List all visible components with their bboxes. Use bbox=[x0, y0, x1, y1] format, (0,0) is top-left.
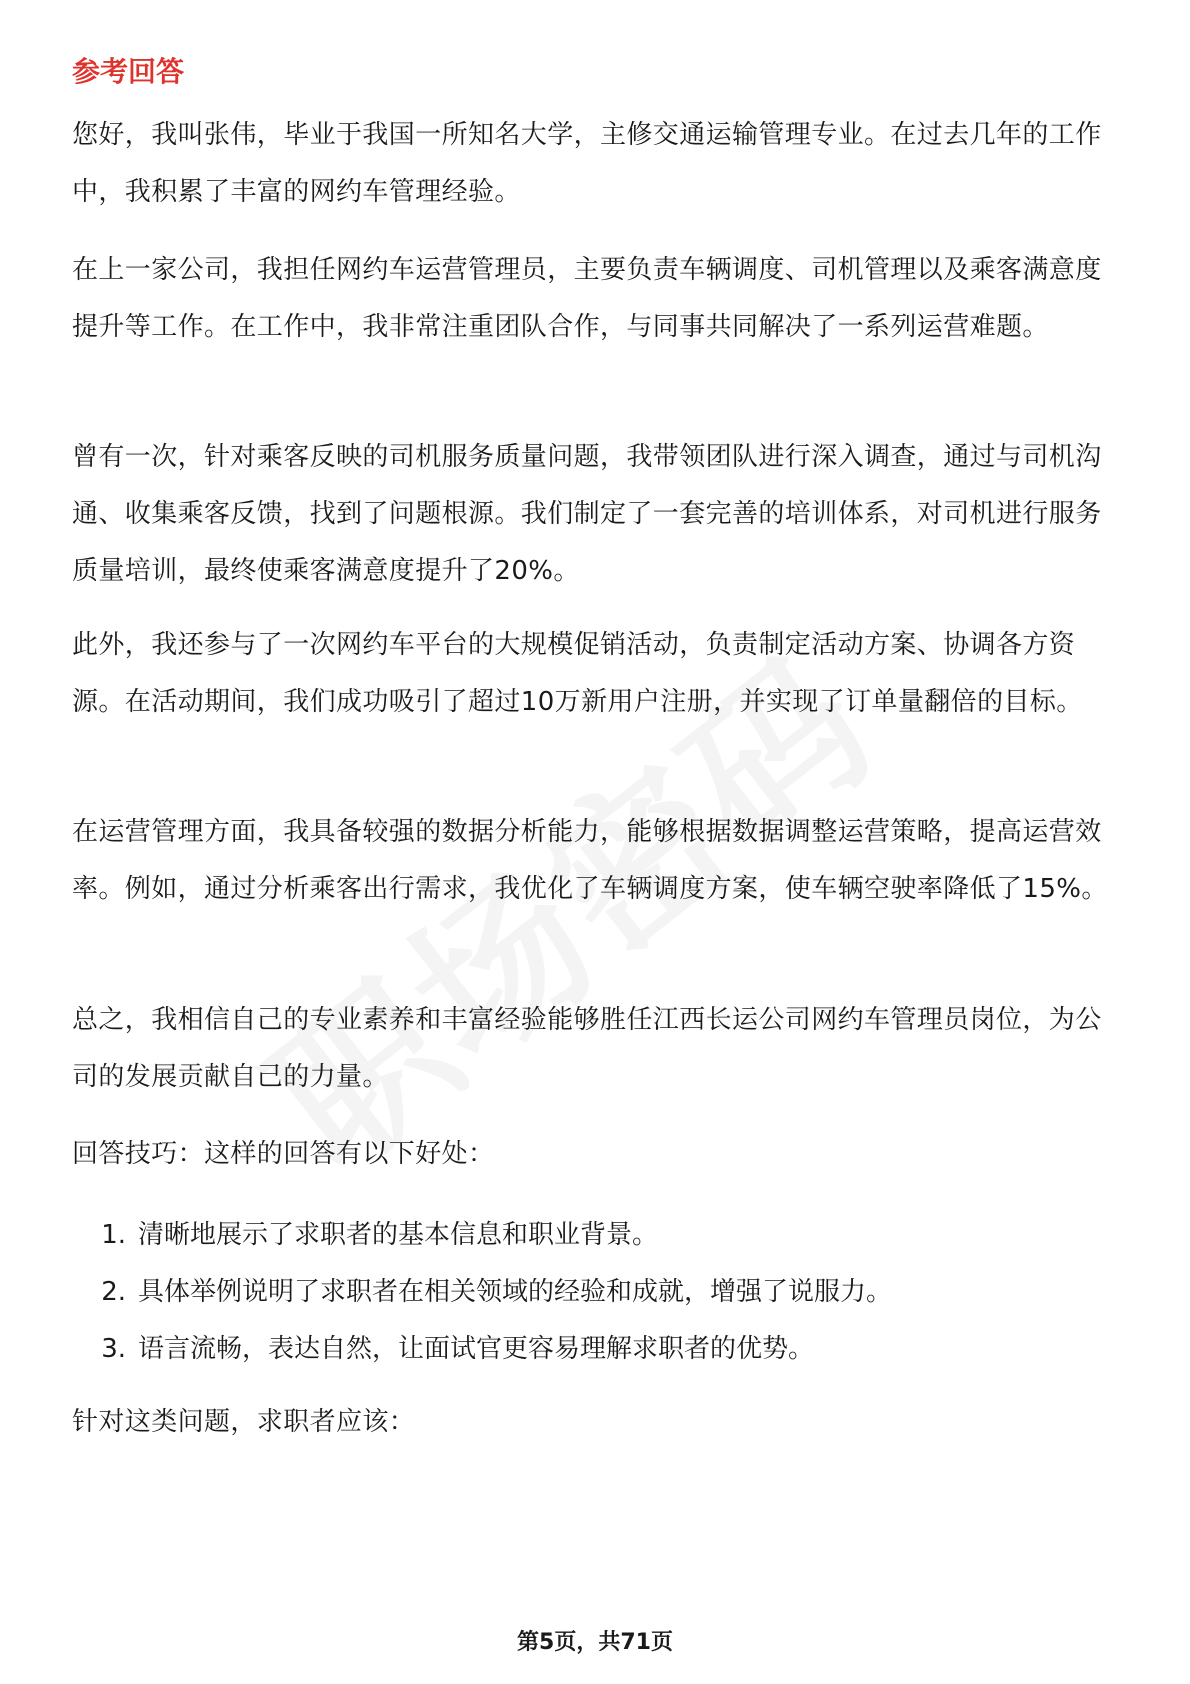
tips-list bbox=[72, 1207, 1124, 1378]
list-item-text: 清晰地展示了求职者的基本信息和职业背景。 bbox=[138, 1220, 659, 1250]
paragraph-data-analysis: 在运营管理方面，我具备较强的数据分析能力，能够根据数据调整运营策略，提高运营效率。例如，通过分析乘客出行需求，我优化了车辆调度方案，使车辆空驶率降低了15%。 bbox=[72, 817, 1108, 904]
list-item-number: 1. bbox=[101, 1220, 126, 1250]
list-item-number: 2. bbox=[101, 1277, 126, 1307]
section-heading: 参考回答 bbox=[72, 55, 185, 88]
list-item-number: 3. bbox=[101, 1334, 126, 1364]
list-item bbox=[72, 1321, 1124, 1378]
list-item bbox=[72, 1264, 1124, 1321]
list-item-text: 语言流畅，表达自然，让面试官更容易理解求职者的优势。 bbox=[138, 1334, 815, 1364]
paragraph-intro: 您好，我叫张伟，毕业于我国一所知名大学，主修交通运输管理专业。在过去几年的工作中，我积累了丰富的网约车管理经验。 bbox=[72, 120, 1102, 207]
list-item-text: 具体举例说明了求职者在相关领域的经验和成就，增强了说服力。 bbox=[138, 1277, 893, 1307]
paragraph-service-quality: 曾有一次，针对乘客反映的司机服务质量问题，我带领团队进行深入调查，通过与司机沟通、收集乘客反馈，找到了问题根源。我们制定了一套完善的培训体系，对司机进行服务质量培训，最终使乘客满意度提升了20%。 bbox=[72, 442, 1102, 586]
page-footer: 第5页，共71页 bbox=[517, 1630, 673, 1655]
paragraph-conclusion: 总之，我相信自己的专业素养和丰富经验能够胜任江西长运公司网约车管理员岗位，为公司的发展贡献自己的力量。 bbox=[72, 1005, 1102, 1092]
closing-line: 针对这类问题，求职者应该： bbox=[72, 1407, 416, 1437]
paragraph-previous-role: 在上一家公司，我担任网约车运营管理员，主要负责车辆调度、司机管理以及乘客满意度提升等工作。在工作中，我非常注重团队合作，与同事共同解决了一系列运营难题。 bbox=[72, 255, 1102, 342]
list-item bbox=[72, 1207, 1124, 1264]
tips-intro: 回答技巧：这样的回答有以下好处： bbox=[72, 1139, 495, 1169]
paragraph-promotion: 此外，我还参与了一次网约车平台的大规模促销活动，负责制定活动方案、协调各方资源。在活动期间，我们成功吸引了超过10万新用户注册，并实现了订单量翻倍的目标。 bbox=[72, 630, 1083, 717]
